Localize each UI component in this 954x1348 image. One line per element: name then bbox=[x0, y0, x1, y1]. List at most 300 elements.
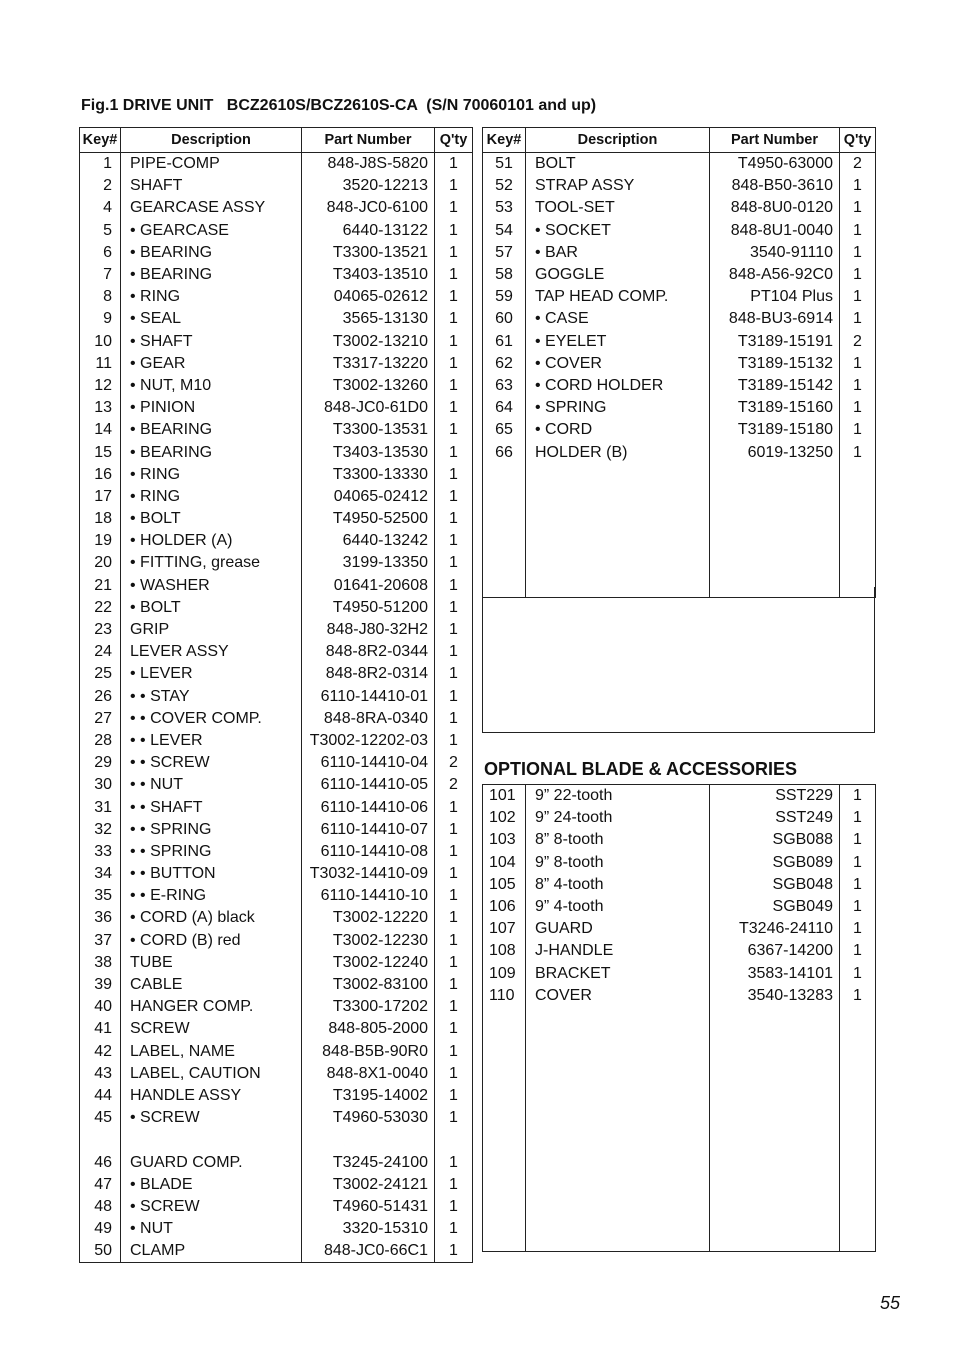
cell-part-number: 04065-02612 bbox=[302, 286, 435, 308]
cell-qty bbox=[840, 1140, 876, 1162]
cell-description bbox=[526, 1118, 710, 1140]
table-row bbox=[80, 796, 473, 818]
cell-key: 2 bbox=[80, 175, 121, 197]
cell-qty: 1 bbox=[435, 220, 473, 242]
cell-description: • • SHAFT bbox=[121, 796, 302, 818]
cell-qty: 1 bbox=[435, 175, 473, 197]
parts-table-main bbox=[79, 127, 473, 1263]
table-row bbox=[80, 1129, 473, 1151]
cell-qty: 1 bbox=[435, 1174, 473, 1196]
cell-description: • CORD (B) red bbox=[121, 930, 302, 952]
cell-part-number: T4960-51431 bbox=[302, 1196, 435, 1218]
cell-key: 24 bbox=[80, 641, 121, 663]
cell-key: 45 bbox=[80, 1107, 121, 1129]
cell-description: • HOLDER (A) bbox=[121, 530, 302, 552]
cell-description: • GEAR bbox=[121, 353, 302, 375]
cell-description bbox=[121, 1129, 302, 1151]
cell-part-number: T3403-13510 bbox=[302, 264, 435, 286]
cell-key bbox=[483, 1073, 526, 1095]
cell-qty: 1 bbox=[435, 930, 473, 952]
table-row bbox=[80, 1018, 473, 1040]
table-row bbox=[80, 197, 473, 219]
cell-key: 54 bbox=[483, 220, 526, 242]
cell-description: • RING bbox=[121, 464, 302, 486]
cell-key bbox=[483, 1140, 526, 1162]
cell-qty bbox=[840, 1029, 876, 1051]
header-qty: Q'ty bbox=[435, 128, 473, 153]
cell-qty: 1 bbox=[435, 1151, 473, 1173]
table-row bbox=[483, 153, 876, 176]
cell-qty: 1 bbox=[435, 1218, 473, 1240]
cell-key bbox=[80, 1129, 121, 1151]
cell-key: 23 bbox=[80, 619, 121, 641]
table-row bbox=[483, 419, 876, 441]
cell-qty: 1 bbox=[435, 1018, 473, 1040]
cell-description bbox=[526, 1029, 710, 1051]
cell-key: 48 bbox=[80, 1196, 121, 1218]
cell-qty: 1 bbox=[435, 419, 473, 441]
cell-description: 9” 22-tooth bbox=[526, 785, 710, 808]
cell-part-number: 848-B5B-90R0 bbox=[302, 1041, 435, 1063]
cell-description: • • SPRING bbox=[121, 819, 302, 841]
cell-description: • LEVER bbox=[121, 663, 302, 685]
cell-key: 17 bbox=[80, 486, 121, 508]
cell-qty: 1 bbox=[435, 197, 473, 219]
cell-description: BOLT bbox=[526, 153, 710, 176]
cell-part-number: 3199-13350 bbox=[302, 552, 435, 574]
cell-description: GUARD bbox=[526, 918, 710, 940]
cell-part-number: T3032-14410-09 bbox=[302, 863, 435, 885]
cell-qty: 1 bbox=[840, 852, 876, 874]
cell-part-number: T3403-13530 bbox=[302, 441, 435, 463]
cell-part-number: 3565-13130 bbox=[302, 308, 435, 330]
cell-description bbox=[526, 1051, 710, 1073]
cell-key: 32 bbox=[80, 819, 121, 841]
cell-part-number: 6440-13122 bbox=[302, 220, 435, 242]
cell-part-number: T3300-13521 bbox=[302, 242, 435, 264]
table-row bbox=[80, 974, 473, 996]
cell-part-number: T3245-24100 bbox=[302, 1151, 435, 1173]
table-row bbox=[483, 1184, 876, 1206]
cell-part-number: 848-8R2-0344 bbox=[302, 641, 435, 663]
cell-qty: 1 bbox=[435, 486, 473, 508]
table-row bbox=[80, 508, 473, 530]
cell-part-number bbox=[710, 1096, 840, 1118]
cell-description: 9” 24-tooth bbox=[526, 807, 710, 829]
cell-qty: 1 bbox=[840, 940, 876, 962]
cell-description: • FITTING, grease bbox=[121, 552, 302, 574]
cell-description: • • E-RING bbox=[121, 885, 302, 907]
cell-part-number: T3002-13260 bbox=[302, 375, 435, 397]
cell-qty: 1 bbox=[435, 286, 473, 308]
cell-key: 10 bbox=[80, 331, 121, 353]
cell-description: GUARD COMP. bbox=[121, 1151, 302, 1173]
header-row bbox=[483, 128, 876, 153]
cell-key bbox=[483, 1096, 526, 1118]
cell-description: BRACKET bbox=[526, 963, 710, 985]
cell-part-number: SGB088 bbox=[710, 829, 840, 851]
cell-qty: 1 bbox=[435, 796, 473, 818]
cell-qty: 1 bbox=[435, 1063, 473, 1085]
table-row bbox=[80, 752, 473, 774]
cell-key: 29 bbox=[80, 752, 121, 774]
cell-description: STRAP ASSY bbox=[526, 175, 710, 197]
cell-part-number: 848-B50-3610 bbox=[710, 175, 840, 197]
cell-qty: 1 bbox=[840, 375, 876, 397]
cell-part-number: SST229 bbox=[710, 785, 840, 808]
cell-qty: 1 bbox=[435, 397, 473, 419]
cell-part-number: 3583-14101 bbox=[710, 963, 840, 985]
cell-description: • NUT bbox=[121, 1218, 302, 1240]
cell-part-number: PT104 Plus bbox=[710, 286, 840, 308]
table-row bbox=[80, 708, 473, 730]
cell-qty bbox=[840, 1051, 876, 1073]
cell-description: HOLDER (B) bbox=[526, 441, 710, 463]
cell-part-number: T3300-17202 bbox=[302, 996, 435, 1018]
cell-part-number bbox=[710, 1229, 840, 1252]
table-row bbox=[483, 264, 876, 286]
cell-key bbox=[483, 1184, 526, 1206]
cell-qty bbox=[840, 552, 876, 574]
table-row bbox=[80, 242, 473, 264]
cell-qty: 1 bbox=[840, 419, 876, 441]
cell-description: 9” 4-tooth bbox=[526, 896, 710, 918]
cell-part-number: 6110-14410-04 bbox=[302, 752, 435, 774]
table-row bbox=[80, 686, 473, 708]
empty-panel bbox=[482, 587, 875, 733]
cell-qty: 1 bbox=[435, 708, 473, 730]
cell-description bbox=[526, 1007, 710, 1029]
header-key: Key# bbox=[483, 128, 526, 153]
table-row bbox=[80, 375, 473, 397]
cell-key: 9 bbox=[80, 308, 121, 330]
table-row bbox=[483, 874, 876, 896]
cell-part-number: T4950-52500 bbox=[302, 508, 435, 530]
cell-key: 13 bbox=[80, 397, 121, 419]
cell-qty: 1 bbox=[840, 985, 876, 1007]
cell-part-number: 848-805-2000 bbox=[302, 1018, 435, 1040]
cell-description: LABEL, CAUTION bbox=[121, 1063, 302, 1085]
cell-description: • BEARING bbox=[121, 441, 302, 463]
cell-description: HANDLE ASSY bbox=[121, 1085, 302, 1107]
table-row bbox=[80, 863, 473, 885]
cell-key: 58 bbox=[483, 264, 526, 286]
cell-key: 20 bbox=[80, 552, 121, 574]
cell-key: 42 bbox=[80, 1041, 121, 1063]
cell-description: SHAFT bbox=[121, 175, 302, 197]
cell-part-number bbox=[710, 486, 840, 508]
cell-qty: 1 bbox=[435, 841, 473, 863]
cell-qty: 1 bbox=[435, 952, 473, 974]
table-row bbox=[80, 597, 473, 619]
cell-part-number: SGB048 bbox=[710, 874, 840, 896]
table-row bbox=[80, 1041, 473, 1063]
cell-qty: 1 bbox=[840, 264, 876, 286]
cell-description bbox=[526, 464, 710, 486]
cell-part-number: 6110-14410-07 bbox=[302, 819, 435, 841]
cell-description: TAP HEAD COMP. bbox=[526, 286, 710, 308]
cell-part-number bbox=[710, 1029, 840, 1051]
cell-key: 33 bbox=[80, 841, 121, 863]
table-row bbox=[80, 1107, 473, 1129]
cell-part-number bbox=[710, 1073, 840, 1095]
cell-part-number: 3540-91110 bbox=[710, 242, 840, 264]
cell-qty: 1 bbox=[435, 508, 473, 530]
cell-qty: 1 bbox=[435, 686, 473, 708]
cell-part-number bbox=[710, 552, 840, 574]
table-row bbox=[80, 1174, 473, 1196]
cell-description: GEARCASE ASSY bbox=[121, 197, 302, 219]
cell-description: • CORD HOLDER bbox=[526, 375, 710, 397]
cell-qty: 1 bbox=[435, 641, 473, 663]
cell-qty bbox=[840, 1229, 876, 1252]
cell-qty bbox=[435, 1129, 473, 1151]
cell-qty: 1 bbox=[435, 552, 473, 574]
table-row bbox=[483, 441, 876, 463]
cell-part-number: T3189-15191 bbox=[710, 331, 840, 353]
table-row bbox=[80, 575, 473, 597]
cell-key bbox=[483, 1229, 526, 1252]
cell-part-number bbox=[710, 530, 840, 552]
cell-key: 8 bbox=[80, 286, 121, 308]
table-row bbox=[483, 1096, 876, 1118]
cell-part-number: 6110-14410-01 bbox=[302, 686, 435, 708]
parts-table-main-body bbox=[80, 153, 473, 1263]
cell-key: 66 bbox=[483, 441, 526, 463]
cell-description: • SEAL bbox=[121, 308, 302, 330]
cell-part-number: T3002-12202-03 bbox=[302, 730, 435, 752]
cell-description: TOOL-SET bbox=[526, 197, 710, 219]
figure-title: Fig.1 DRIVE UNIT BCZ2610S/BCZ2610S-CA (S/N 70060101 and up) bbox=[81, 97, 597, 114]
cell-description: PIPE-COMP bbox=[121, 153, 302, 176]
optional-accessories-heading: OPTIONAL BLADE & ACCESSORIES bbox=[484, 759, 798, 779]
cell-description: • SCREW bbox=[121, 1196, 302, 1218]
cell-qty: 2 bbox=[840, 153, 876, 176]
table-row bbox=[483, 464, 876, 486]
cell-part-number: T3300-13330 bbox=[302, 464, 435, 486]
cell-key: 21 bbox=[80, 575, 121, 597]
cell-key: 102 bbox=[483, 807, 526, 829]
cell-part-number bbox=[710, 1118, 840, 1140]
cell-key: 4 bbox=[80, 197, 121, 219]
cell-qty: 1 bbox=[840, 353, 876, 375]
cell-key: 43 bbox=[80, 1063, 121, 1085]
cell-key bbox=[483, 1051, 526, 1073]
table-row bbox=[483, 940, 876, 962]
cell-part-number bbox=[710, 464, 840, 486]
table-row bbox=[483, 1073, 876, 1095]
cell-key: 106 bbox=[483, 896, 526, 918]
table-row bbox=[80, 996, 473, 1018]
cell-description: HANGER COMP. bbox=[121, 996, 302, 1018]
cell-part-number: 848-8U0-0120 bbox=[710, 197, 840, 219]
cell-qty: 1 bbox=[435, 441, 473, 463]
cell-part-number: 848-JC0-61D0 bbox=[302, 397, 435, 419]
cell-qty: 1 bbox=[840, 175, 876, 197]
cell-qty: 1 bbox=[435, 730, 473, 752]
cell-key: 38 bbox=[80, 952, 121, 974]
cell-key bbox=[483, 530, 526, 552]
table-row bbox=[80, 1063, 473, 1085]
cell-key: 30 bbox=[80, 774, 121, 796]
table-row bbox=[80, 952, 473, 974]
header-description: Description bbox=[121, 128, 302, 153]
table-row bbox=[483, 1118, 876, 1140]
cell-part-number: T3195-14002 bbox=[302, 1085, 435, 1107]
cell-key bbox=[483, 1029, 526, 1051]
cell-qty: 2 bbox=[435, 752, 473, 774]
cell-part-number: T3189-15132 bbox=[710, 353, 840, 375]
cell-qty: 1 bbox=[435, 1196, 473, 1218]
table-row bbox=[80, 774, 473, 796]
table-row bbox=[483, 508, 876, 530]
cell-key bbox=[483, 508, 526, 530]
cell-part-number bbox=[710, 1140, 840, 1162]
cell-description bbox=[526, 1162, 710, 1184]
cell-key: 37 bbox=[80, 930, 121, 952]
table-row bbox=[80, 885, 473, 907]
cell-description: • PINION bbox=[121, 397, 302, 419]
cell-qty bbox=[840, 1207, 876, 1229]
cell-description bbox=[526, 552, 710, 574]
table-row bbox=[80, 730, 473, 752]
table-row bbox=[483, 1140, 876, 1162]
table-row bbox=[80, 464, 473, 486]
table-row bbox=[483, 397, 876, 419]
cell-qty: 1 bbox=[435, 907, 473, 929]
cell-part-number: 848-J8S-5820 bbox=[302, 153, 435, 176]
table-row bbox=[80, 1196, 473, 1218]
cell-description: COVER bbox=[526, 985, 710, 1007]
header-description: Description bbox=[526, 128, 710, 153]
cell-key: 60 bbox=[483, 308, 526, 330]
cell-key: 47 bbox=[80, 1174, 121, 1196]
cell-qty bbox=[840, 486, 876, 508]
table-row bbox=[483, 1207, 876, 1229]
cell-description: • WASHER bbox=[121, 575, 302, 597]
table-row bbox=[80, 264, 473, 286]
table-row bbox=[80, 175, 473, 197]
table-row bbox=[483, 985, 876, 1007]
cell-description: GRIP bbox=[121, 619, 302, 641]
cell-key: 36 bbox=[80, 907, 121, 929]
cell-qty: 1 bbox=[435, 996, 473, 1018]
cell-key: 27 bbox=[80, 708, 121, 730]
cell-part-number: T3002-12230 bbox=[302, 930, 435, 952]
table-row bbox=[80, 220, 473, 242]
table-row bbox=[483, 918, 876, 940]
cell-qty: 1 bbox=[435, 663, 473, 685]
cell-description: • CORD (A) black bbox=[121, 907, 302, 929]
cell-key bbox=[483, 1207, 526, 1229]
cell-qty: 1 bbox=[435, 242, 473, 264]
cell-part-number: SST249 bbox=[710, 807, 840, 829]
cell-description: • NUT, M10 bbox=[121, 375, 302, 397]
table-row bbox=[80, 486, 473, 508]
cell-description: 9” 8-tooth bbox=[526, 852, 710, 874]
cell-key: 50 bbox=[80, 1240, 121, 1263]
cell-qty: 1 bbox=[435, 331, 473, 353]
table-row bbox=[483, 175, 876, 197]
cell-description: • BLADE bbox=[121, 1174, 302, 1196]
cell-description: • BOLT bbox=[121, 597, 302, 619]
table-row bbox=[80, 1085, 473, 1107]
cell-qty: 1 bbox=[840, 829, 876, 851]
cell-qty bbox=[840, 508, 876, 530]
cell-description bbox=[526, 1184, 710, 1206]
cell-part-number: T3300-13531 bbox=[302, 419, 435, 441]
cell-qty bbox=[840, 1162, 876, 1184]
cell-key: 7 bbox=[80, 264, 121, 286]
cell-qty: 1 bbox=[840, 397, 876, 419]
cell-key bbox=[483, 1118, 526, 1140]
cell-key: 14 bbox=[80, 419, 121, 441]
cell-part-number: 6019-13250 bbox=[710, 441, 840, 463]
cell-part-number: 3320-15310 bbox=[302, 1218, 435, 1240]
table-row bbox=[483, 1051, 876, 1073]
cell-qty: 1 bbox=[840, 441, 876, 463]
header-row bbox=[80, 128, 473, 153]
cell-key: 41 bbox=[80, 1018, 121, 1040]
cell-description: TUBE bbox=[121, 952, 302, 974]
cell-description bbox=[526, 1229, 710, 1252]
cell-description: CLAMP bbox=[121, 1240, 302, 1263]
cell-part-number: T3189-15160 bbox=[710, 397, 840, 419]
table-row bbox=[80, 552, 473, 574]
cell-qty bbox=[840, 1096, 876, 1118]
cell-key bbox=[483, 1162, 526, 1184]
table-row bbox=[80, 1218, 473, 1240]
cell-qty: 1 bbox=[435, 1085, 473, 1107]
cell-description bbox=[526, 1140, 710, 1162]
cell-key: 49 bbox=[80, 1218, 121, 1240]
cell-part-number: 848-JC0-6100 bbox=[302, 197, 435, 219]
cell-part-number: 6110-14410-08 bbox=[302, 841, 435, 863]
cell-qty: 1 bbox=[435, 597, 473, 619]
cell-part-number: T3246-24110 bbox=[710, 918, 840, 940]
cell-description bbox=[526, 1073, 710, 1095]
cell-key: 39 bbox=[80, 974, 121, 996]
table-row bbox=[80, 397, 473, 419]
cell-description: • CASE bbox=[526, 308, 710, 330]
cell-key: 12 bbox=[80, 375, 121, 397]
cell-description: • BEARING bbox=[121, 242, 302, 264]
table-row bbox=[80, 353, 473, 375]
cell-key bbox=[483, 464, 526, 486]
cell-key: 53 bbox=[483, 197, 526, 219]
cell-description: • CORD bbox=[526, 419, 710, 441]
table-row bbox=[80, 1151, 473, 1173]
cell-description: • • COVER COMP. bbox=[121, 708, 302, 730]
cell-part-number bbox=[302, 1129, 435, 1151]
cell-qty bbox=[840, 1007, 876, 1029]
table-row bbox=[483, 220, 876, 242]
optional-parts-table-body bbox=[483, 785, 876, 1252]
cell-description: J-HANDLE bbox=[526, 940, 710, 962]
cell-part-number: 6367-14200 bbox=[710, 940, 840, 962]
cell-qty: 1 bbox=[435, 153, 473, 176]
cell-key: 105 bbox=[483, 874, 526, 896]
cell-description bbox=[526, 486, 710, 508]
cell-part-number bbox=[710, 1207, 840, 1229]
page-number: 55 bbox=[880, 1293, 901, 1313]
cell-part-number: 3520-12213 bbox=[302, 175, 435, 197]
cell-qty: 1 bbox=[840, 308, 876, 330]
cell-key: 110 bbox=[483, 985, 526, 1007]
cell-part-number: 848-JC0-66C1 bbox=[302, 1240, 435, 1263]
table-row bbox=[80, 663, 473, 685]
cell-key: 46 bbox=[80, 1151, 121, 1173]
